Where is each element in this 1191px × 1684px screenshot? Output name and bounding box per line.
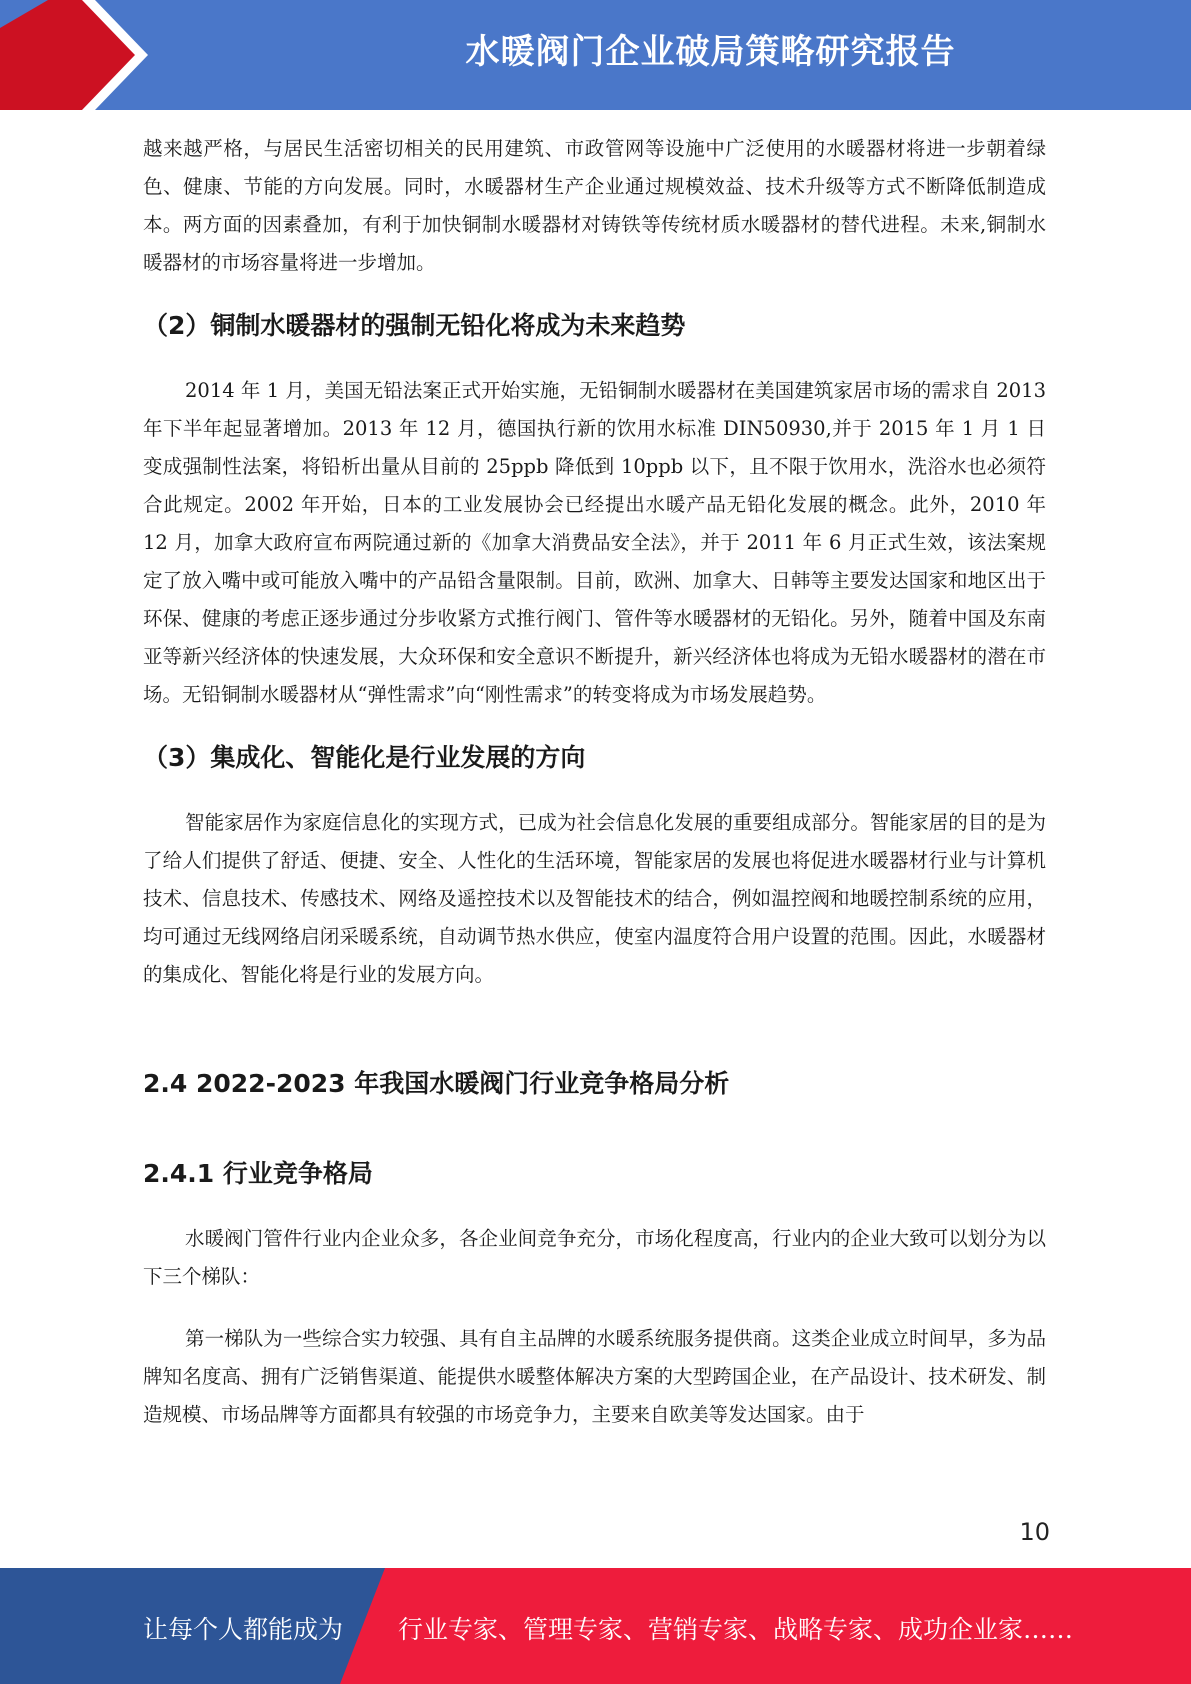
paragraph-competition: 水暖阀门管件行业内企业众多，各企业间竞争充分，市场化程度高，行业内的企业大致可以划分为以下三个梯队： (143, 1227, 1046, 1288)
footer-slogan-left: 让每个人都能成为 (143, 1615, 344, 1644)
page-header (0, 0, 1191, 110)
header-chevron-decoration (0, 0, 260, 110)
page-number: 10 (1019, 1518, 1050, 1546)
footer-slogan-right: 行业专家、管理专家、营销专家、战略专家、成功企业家…… (398, 1615, 1074, 1644)
heading-integration-intelligence: （3）集成化、智能化是行业发展的方向 (143, 743, 586, 772)
paragraph-intro: 越来越严格，与居民生活密切相关的民用建筑、市政管网等设施中广泛使用的水暖器材将进一步朝着绿色、健康、节能的方向发展。同时，水暖器材生产企业通过规模效益、技术升级等方式不断降低制造成本。两方面的因素叠加，有利于加快铜制水暖器材对铸铁等传统材质水暖器材的替代进程。未来,铜制水暖器材的市场容量将进一步增加。 (143, 137, 1046, 274)
paragraph-first-tier: 第一梯队为一些综合实力较强、具有自主品牌的水暖系统服务提供商。这类企业成立时间早，多为品牌知名度高、拥有广泛销售渠道、能提供水暖整体解决方案的大型跨国企业，在产品设计、技术研发、制造规模、市场品牌等方面都具有较强的市场竞争力，主要来自欧美等发达国家。由于 (143, 1327, 1046, 1426)
section-heading-2-4-1: 2.4.1 行业竞争格局 (143, 1159, 373, 1188)
document-body (143, 130, 1046, 1434)
section-heading-2-4: 2.4 2022-2023 年我国水暖阀门行业竞争格局分析 (143, 1069, 730, 1098)
paragraph-lead-free: 2014 年 1 月，美国无铅法案正式开始实施，无铅铜制水暖器材在美国建筑家居市场的需求自 2013 年下半年起显著增加。2013 年 12 月，德国执行新的饮用水标准 DIN50930,并于 2015 年 1 月 1 日变成强制性法案，将铅析出量从目前的 25ppb 降低到 10ppb 以下，且不限于饮用水，洗浴水也必须符合此规定。2002 年开始，日本的工业发展协会已经提出水暖产品无铅化发展的概念。此外，2010 年 12 月，加拿大政府宣布两院通过新的《加拿大消费品安全法》，并于 2011 年 6 月正式生效，该法案规定了放入嘴中或可能放入嘴中的产品铅含量限制。目前，欧洲、加拿大、日韩等主要发达国家和地区出于环保、健康的考虑正逐步通过分步收紧方式推行阀门、管件等水暖器材的无铅化。另外，随着中国及东南亚等新兴经济体的快速发展，大众环保和安全意识不断提升，新兴经济体也将成为无铅水暖器材的潜在市场。无铅铜制水暖器材从“弹性需求”向“刚性需求”的转变将成为市场发展趋势。 (143, 379, 1046, 706)
paragraph-smart-home: 智能家居作为家庭信息化的实现方式，已成为社会信息化发展的重要组成部分。智能家居的目的是为了给人们提供了舒适、便捷、安全、人性化的生活环境，智能家居的发展也将促进水暖器材行业与计算机技术、信息技术、传感技术、网络及遥控技术以及智能技术的结合，例如温控阀和地暖控制系统的应用，均可通过无线网络启闭采暖系统，自动调节热水供应，使室内温度符合用户设置的范围。因此，水暖器材的集成化、智能化将是行业的发展方向。 (143, 811, 1046, 986)
page-footer (0, 1568, 1191, 1684)
heading-lead-free-trend: （2）铜制水暖器材的强制无铅化将成为未来趋势 (143, 311, 686, 340)
report-title: 水暖阀门企业破局策略研究报告 (465, 32, 956, 72)
